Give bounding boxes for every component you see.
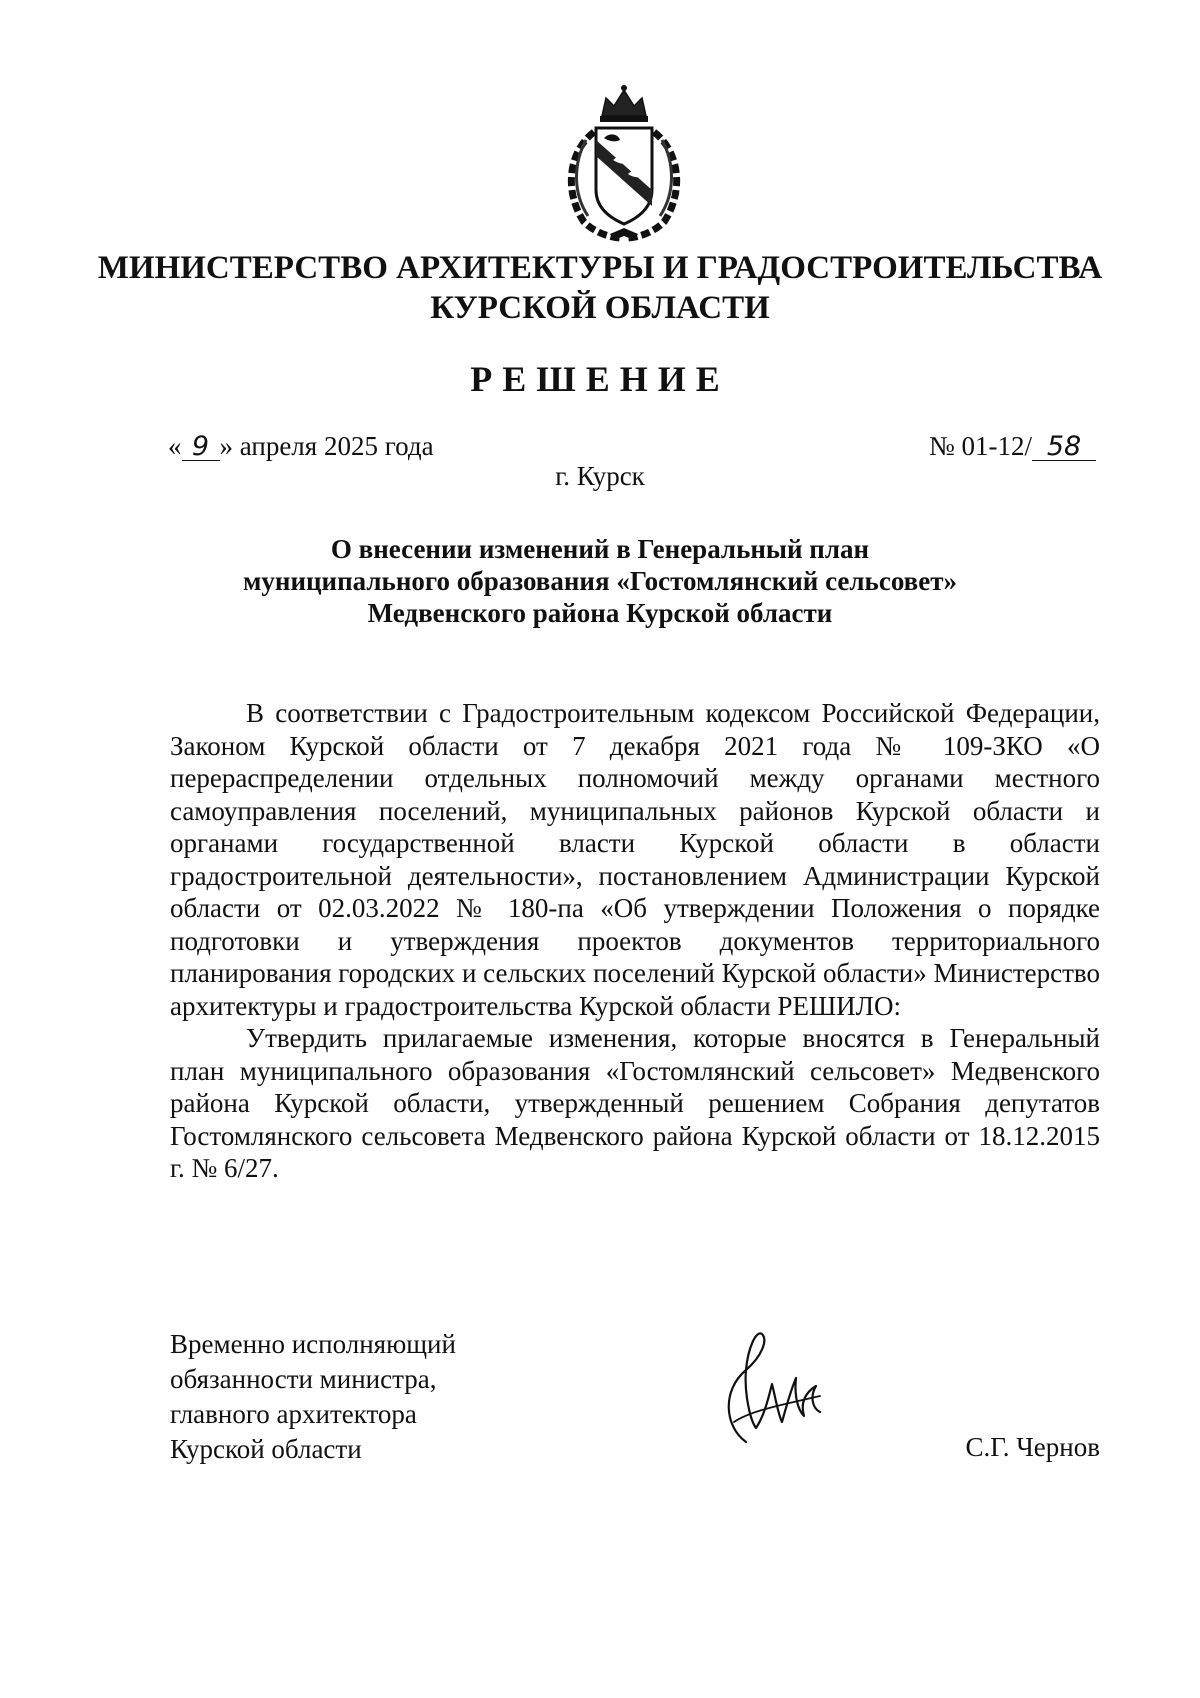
ministry-name (0, 248, 1200, 328)
signer-position-line2: обязанности министра, (170, 1364, 437, 1394)
body-paragraph-2: Утвердить прилагаемые изменения, которые вносятся в Генеральный план муниципального образования «Гостомлянский сельсовет» Медвенского района Курской области, утвержденный решением Собрания депутатов Гостомлянского сельсовета Медвенского района Курской области от 18.12.2015 г. № 6/27. (170, 1023, 1100, 1183)
coat-of-arms-icon (554, 82, 694, 242)
signer-position-line4: Курской области (170, 1434, 362, 1464)
number-handwritten: 58 (1032, 434, 1096, 461)
date-open-quote: « (168, 431, 182, 461)
ministry-name-line2: КУРСКОЙ ОБЛАСТИ (430, 290, 770, 326)
signer-name: С.Г. Чернов (965, 1432, 1100, 1462)
document-subject (0, 533, 1200, 629)
subject-line3: Медвенского района Курской области (367, 598, 833, 628)
document-title: РЕШЕНИЕ (470, 359, 730, 399)
date-day-handwritten: 9 (182, 434, 220, 461)
document-city: г. Курск (555, 461, 645, 491)
number-prefix: № 01-12/ (928, 431, 1032, 461)
subject-line1: О внесении изменений в Генеральный план (330, 534, 870, 564)
subject-line2: муниципального образования «Гостомлянский сельсовет» (243, 566, 957, 596)
signer-position-line1: Временно исполняющий (170, 1329, 456, 1359)
signer-position (170, 1327, 456, 1467)
document-body (170, 697, 1100, 1185)
signer-position-line3: главного архитектора (170, 1399, 417, 1429)
body-paragraph-1: В соответствии с Градостроительным кодексом Российской Федерации, Законом Курской области от 7 декабря 2021 года № 109-ЗКО «О перераспределении отдельных полномочий между органами местного самоуправления поселений, муниципальных районов Курской области и органами государственной власти Курской области в области градостроительной деятельности», постановлением Администрации Курской области от 02.03.2022 № 180-па «Об утверждении Положения о порядке подготовки и утверждения проектов документов территориального планирования городских и сельских поселений Курской области» Министерство архитектуры и градостроительства Курской области РЕШИЛО: (170, 698, 1100, 1021)
handwritten-signature (716, 1330, 826, 1448)
document-date (168, 430, 434, 462)
date-month-year: » апреля 2025 года (219, 431, 434, 461)
document-number (929, 430, 1096, 462)
ministry-name-line1: МИНИСТЕРСТВО АРХИТЕКТУРЫ И ГРАДОСТРОИТЕЛЬСТВА (97, 250, 1103, 286)
